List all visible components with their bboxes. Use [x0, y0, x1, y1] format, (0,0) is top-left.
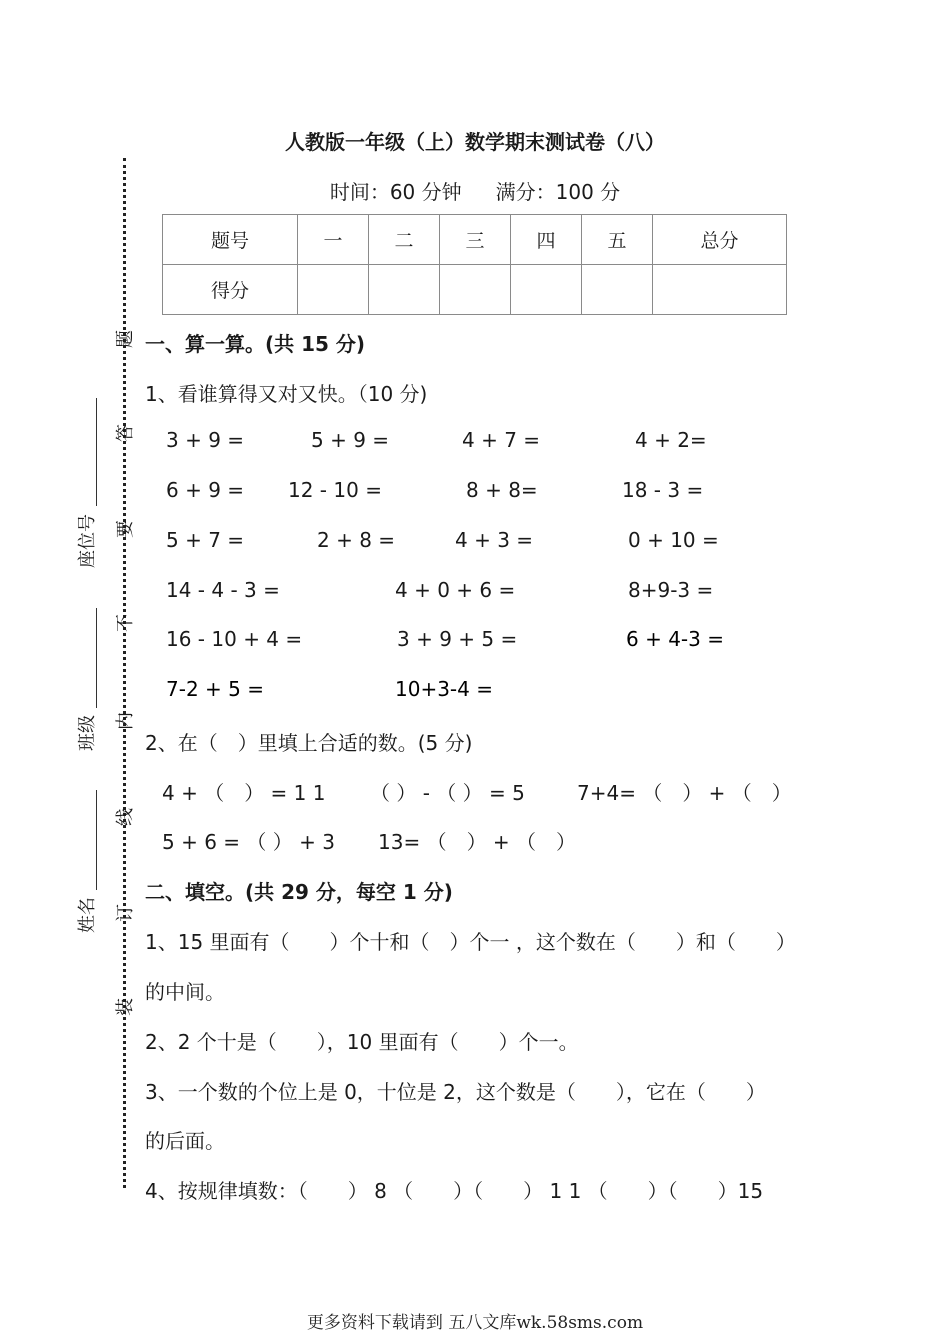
binding-char: 答	[115, 424, 136, 442]
score-table-cell: 一	[298, 215, 369, 265]
score-table-score-row	[163, 265, 787, 315]
score-entry-cell[interactable]	[582, 265, 653, 315]
fill-line: 4、按规律填数：（ ） 8 （ ）（ ） 1 1 （ ）（ ）15	[145, 1179, 764, 1203]
exam-full-score: 满分：100 分	[495, 180, 621, 204]
equation: 18 - 3 =	[622, 478, 704, 502]
score-entry-cell[interactable]	[511, 265, 582, 315]
equation: 5 + 7 =	[166, 528, 245, 552]
equation: 3 + 9 =	[166, 428, 245, 452]
fill-line: 的中间。	[145, 980, 225, 1004]
class-label: 班级	[77, 715, 98, 751]
binding-char: 订	[115, 904, 136, 922]
q1-label: 1、看谁算得又对又快。（10 分)	[145, 382, 428, 406]
equation: 3 + 9 + 5 =	[397, 627, 518, 651]
score-table-cell: 得分	[163, 265, 298, 315]
binding-dotted-line	[123, 158, 126, 1188]
class-line	[96, 608, 97, 708]
equation: 16 - 10 + 4 =	[166, 627, 303, 651]
binding-char: 要	[115, 520, 136, 538]
equation: 14 - 4 - 3 =	[166, 578, 280, 602]
equation: 4 + 2=	[635, 428, 707, 452]
q2-label: 2、在（ ）里填上合适的数。(5 分)	[145, 731, 473, 755]
equation: 0 + 10 =	[628, 528, 719, 552]
equation: 7+4= （ ） + （ ）	[577, 781, 792, 805]
score-table-header-row	[163, 215, 787, 265]
equation: 5 + 9 =	[311, 428, 390, 452]
fill-line: 1、15 里面有（ ）个十和（ ）个一 ，这个数在（ ）和（ ）	[145, 930, 796, 954]
fill-line: 2、2 个十是（ ），10 里面有（ ）个一。	[145, 1030, 579, 1054]
score-table-cell: 三	[440, 215, 511, 265]
equation: 2 + 8 =	[317, 528, 396, 552]
section1-heading: 一、算一算。(共 15 分)	[145, 332, 366, 356]
equation: 10+3-4 =	[395, 677, 493, 701]
equation: 6 + 4-3 =	[626, 627, 724, 651]
equation: 8+9-3 =	[628, 578, 714, 602]
equation: 4 + 0 + 6 =	[395, 578, 516, 602]
score-table	[162, 214, 787, 315]
equation: 13= （ ） + （ ）	[378, 830, 577, 854]
fill-line: 3、一个数的个位上是 0，十位是 2，这个数是（ ），它在（ ）	[145, 1080, 766, 1104]
score-entry-cell[interactable]	[298, 265, 369, 315]
fill-line: 的后面。	[145, 1129, 225, 1153]
name-label: 姓名	[77, 897, 98, 933]
exam-info	[0, 176, 950, 205]
equation: 12 - 10 =	[288, 478, 382, 502]
section2-heading: 二、填空。(共 29 分，每空 1 分)	[145, 880, 453, 904]
binding-char: 线	[115, 808, 136, 826]
seat-number-label: 座位号	[77, 514, 98, 568]
equation: （ ） - （ ） = 5	[370, 781, 525, 805]
equation: 8 + 8=	[466, 478, 538, 502]
score-table-cell: 二	[369, 215, 440, 265]
binding-char: 题	[115, 330, 136, 348]
binding-char: 不	[115, 614, 136, 632]
equation: 4 + 7 =	[462, 428, 541, 452]
score-table-cell: 五	[582, 215, 653, 265]
score-entry-cell[interactable]	[653, 265, 787, 315]
binding-char: 内	[115, 712, 136, 730]
score-entry-cell[interactable]	[369, 265, 440, 315]
equation: 6 + 9 =	[166, 478, 245, 502]
score-table-cell: 题号	[163, 215, 298, 265]
equation: 5 + 6 = （ ） + 3	[162, 830, 335, 854]
equation: 7-2 + 5 =	[166, 677, 264, 701]
name-line	[96, 790, 97, 890]
score-table-cell: 总分	[653, 215, 787, 265]
seat-number-line	[96, 398, 97, 506]
equation: 4 + （ ） = 1 1	[162, 781, 326, 805]
footer-watermark: 更多资料下载请到 五八文库wk.58sms.com	[306, 1313, 644, 1333]
score-table-cell: 四	[511, 215, 582, 265]
binding-char: 装	[115, 998, 136, 1016]
exam-time: 时间：60 分钟	[329, 180, 462, 204]
score-entry-cell[interactable]	[440, 265, 511, 315]
page-title: 人教版一年级（上）数学期末测试卷（八）	[285, 130, 665, 154]
equation: 4 + 3 =	[455, 528, 534, 552]
